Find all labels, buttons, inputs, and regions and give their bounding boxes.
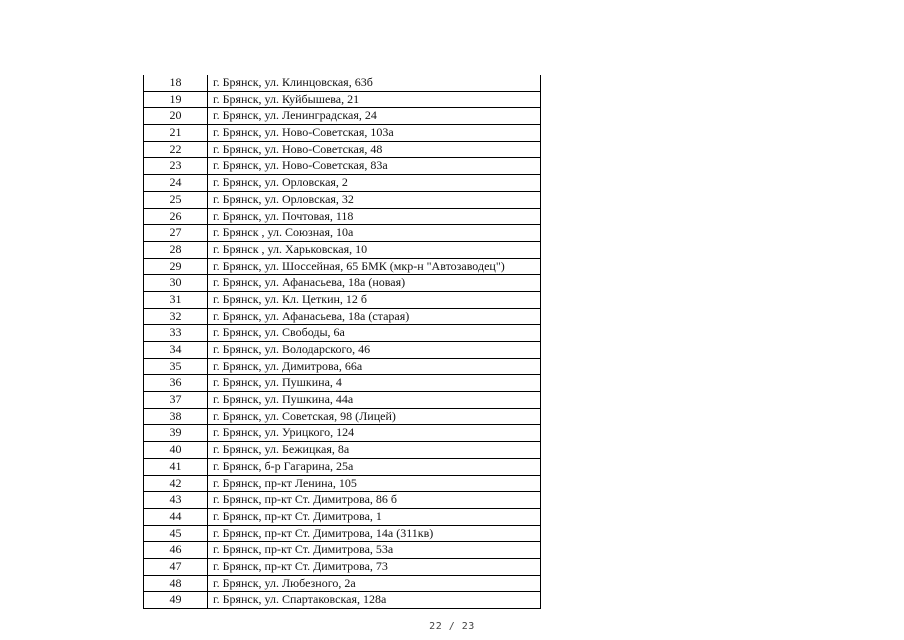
address-table-body (144, 75, 541, 609)
address-cell: г. Брянск, ул. Орловская, 2 (208, 175, 541, 192)
table-row (144, 308, 541, 325)
address-cell: г. Брянск, ул. Свободы, 6а (208, 325, 541, 342)
row-number: 21 (144, 125, 208, 142)
address-cell: г. Брянск, ул. Кл. Цеткин, 12 б (208, 291, 541, 308)
table-row (144, 425, 541, 442)
row-number: 40 (144, 442, 208, 459)
table-row (144, 91, 541, 108)
row-number: 42 (144, 475, 208, 492)
address-cell: г. Брянск, пр-кт Ст. Димитрова, 53а (208, 542, 541, 559)
table-row (144, 575, 541, 592)
address-cell: г. Брянск, ул. Пушкина, 4 (208, 375, 541, 392)
address-cell: г. Брянск, ул. Бежицкая, 8а (208, 442, 541, 459)
row-number: 41 (144, 458, 208, 475)
row-number: 27 (144, 225, 208, 242)
row-number: 33 (144, 325, 208, 342)
address-cell: г. Брянск, пр-кт Ст. Димитрова, 1 (208, 508, 541, 525)
table-row (144, 141, 541, 158)
address-cell: г. Брянск, ул. Ново-Советская, 48 (208, 141, 541, 158)
table-row (144, 392, 541, 409)
row-number: 23 (144, 158, 208, 175)
row-number: 35 (144, 358, 208, 375)
table-row (144, 492, 541, 509)
table-row (144, 191, 541, 208)
table-row (144, 241, 541, 258)
table-row (144, 158, 541, 175)
table-row (144, 125, 541, 142)
address-cell: г. Брянск, пр-кт Ленина, 105 (208, 475, 541, 492)
row-number: 45 (144, 525, 208, 542)
row-number: 47 (144, 558, 208, 575)
address-cell: г. Брянск, ул. Любезного, 2а (208, 575, 541, 592)
row-number: 34 (144, 342, 208, 359)
address-cell: г. Брянск, пр-кт Ст. Димитрова, 86 б (208, 492, 541, 509)
address-cell: г. Брянск, ул. Советская, 98 (Лицей) (208, 408, 541, 425)
table-row (144, 175, 541, 192)
row-number: 26 (144, 208, 208, 225)
table-row (144, 525, 541, 542)
address-cell: г. Брянск, б-р Гагарина, 25а (208, 458, 541, 475)
row-number: 30 (144, 275, 208, 292)
address-cell: г. Брянск , ул. Союзная, 10а (208, 225, 541, 242)
address-cell: г. Брянск, ул. Ленинградская, 24 (208, 108, 541, 125)
row-number: 28 (144, 241, 208, 258)
row-number: 24 (144, 175, 208, 192)
table-row (144, 208, 541, 225)
address-cell: г. Брянск, ул. Афанасьева, 18а (новая) (208, 275, 541, 292)
table-row (144, 291, 541, 308)
address-cell: г. Брянск, ул. Почтовая, 118 (208, 208, 541, 225)
page-indicator: 22 / 23 (429, 621, 475, 632)
row-number: 25 (144, 191, 208, 208)
row-number: 38 (144, 408, 208, 425)
address-cell: г. Брянск, ул. Володарского, 46 (208, 342, 541, 359)
address-cell: г. Брянск , ул. Харьковская, 10 (208, 241, 541, 258)
table-row (144, 475, 541, 492)
table-row (144, 592, 541, 609)
table-row (144, 558, 541, 575)
row-number: 44 (144, 508, 208, 525)
row-number: 43 (144, 492, 208, 509)
table-row (144, 358, 541, 375)
address-cell: г. Брянск, ул. Клинцовская, 63б (208, 75, 541, 91)
table-row (144, 275, 541, 292)
address-cell: г. Брянск, пр-кт Ст. Димитрова, 73 (208, 558, 541, 575)
address-cell: г. Брянск, ул. Урицкого, 124 (208, 425, 541, 442)
table-row (144, 258, 541, 275)
table-row (144, 325, 541, 342)
row-number: 29 (144, 258, 208, 275)
address-cell: г. Брянск, ул. Димитрова, 66а (208, 358, 541, 375)
table-row (144, 408, 541, 425)
table-row (144, 442, 541, 459)
row-number: 39 (144, 425, 208, 442)
address-cell: г. Брянск, ул. Ново-Советская, 83а (208, 158, 541, 175)
row-number: 48 (144, 575, 208, 592)
table-row (144, 108, 541, 125)
table-row (144, 375, 541, 392)
table-row (144, 225, 541, 242)
table-row (144, 508, 541, 525)
row-number: 37 (144, 392, 208, 409)
address-cell: г. Брянск, ул. Спартаковская, 128а (208, 592, 541, 609)
address-cell: г. Брянск, ул. Афанасьева, 18а (старая) (208, 308, 541, 325)
row-number: 31 (144, 291, 208, 308)
address-cell: г. Брянск, ул. Ново-Советская, 103а (208, 125, 541, 142)
row-number: 46 (144, 542, 208, 559)
address-cell: г. Брянск, ул. Куйбышева, 21 (208, 91, 541, 108)
row-number: 36 (144, 375, 208, 392)
table-row (144, 342, 541, 359)
address-cell: г. Брянск, ул. Пушкина, 44а (208, 392, 541, 409)
row-number: 20 (144, 108, 208, 125)
address-table (143, 75, 541, 609)
address-cell: г. Брянск, пр-кт Ст. Димитрова, 14а (311кв) (208, 525, 541, 542)
table-row (144, 458, 541, 475)
row-number: 18 (144, 75, 208, 91)
row-number: 22 (144, 141, 208, 158)
address-cell: г. Брянск, ул. Шоссейная, 65 БМК (мкр-н "Автозаводец") (208, 258, 541, 275)
row-number: 49 (144, 592, 208, 609)
table-row (144, 542, 541, 559)
row-number: 19 (144, 91, 208, 108)
address-cell: г. Брянск, ул. Орловская, 32 (208, 191, 541, 208)
row-number: 32 (144, 308, 208, 325)
table-row (144, 75, 541, 91)
